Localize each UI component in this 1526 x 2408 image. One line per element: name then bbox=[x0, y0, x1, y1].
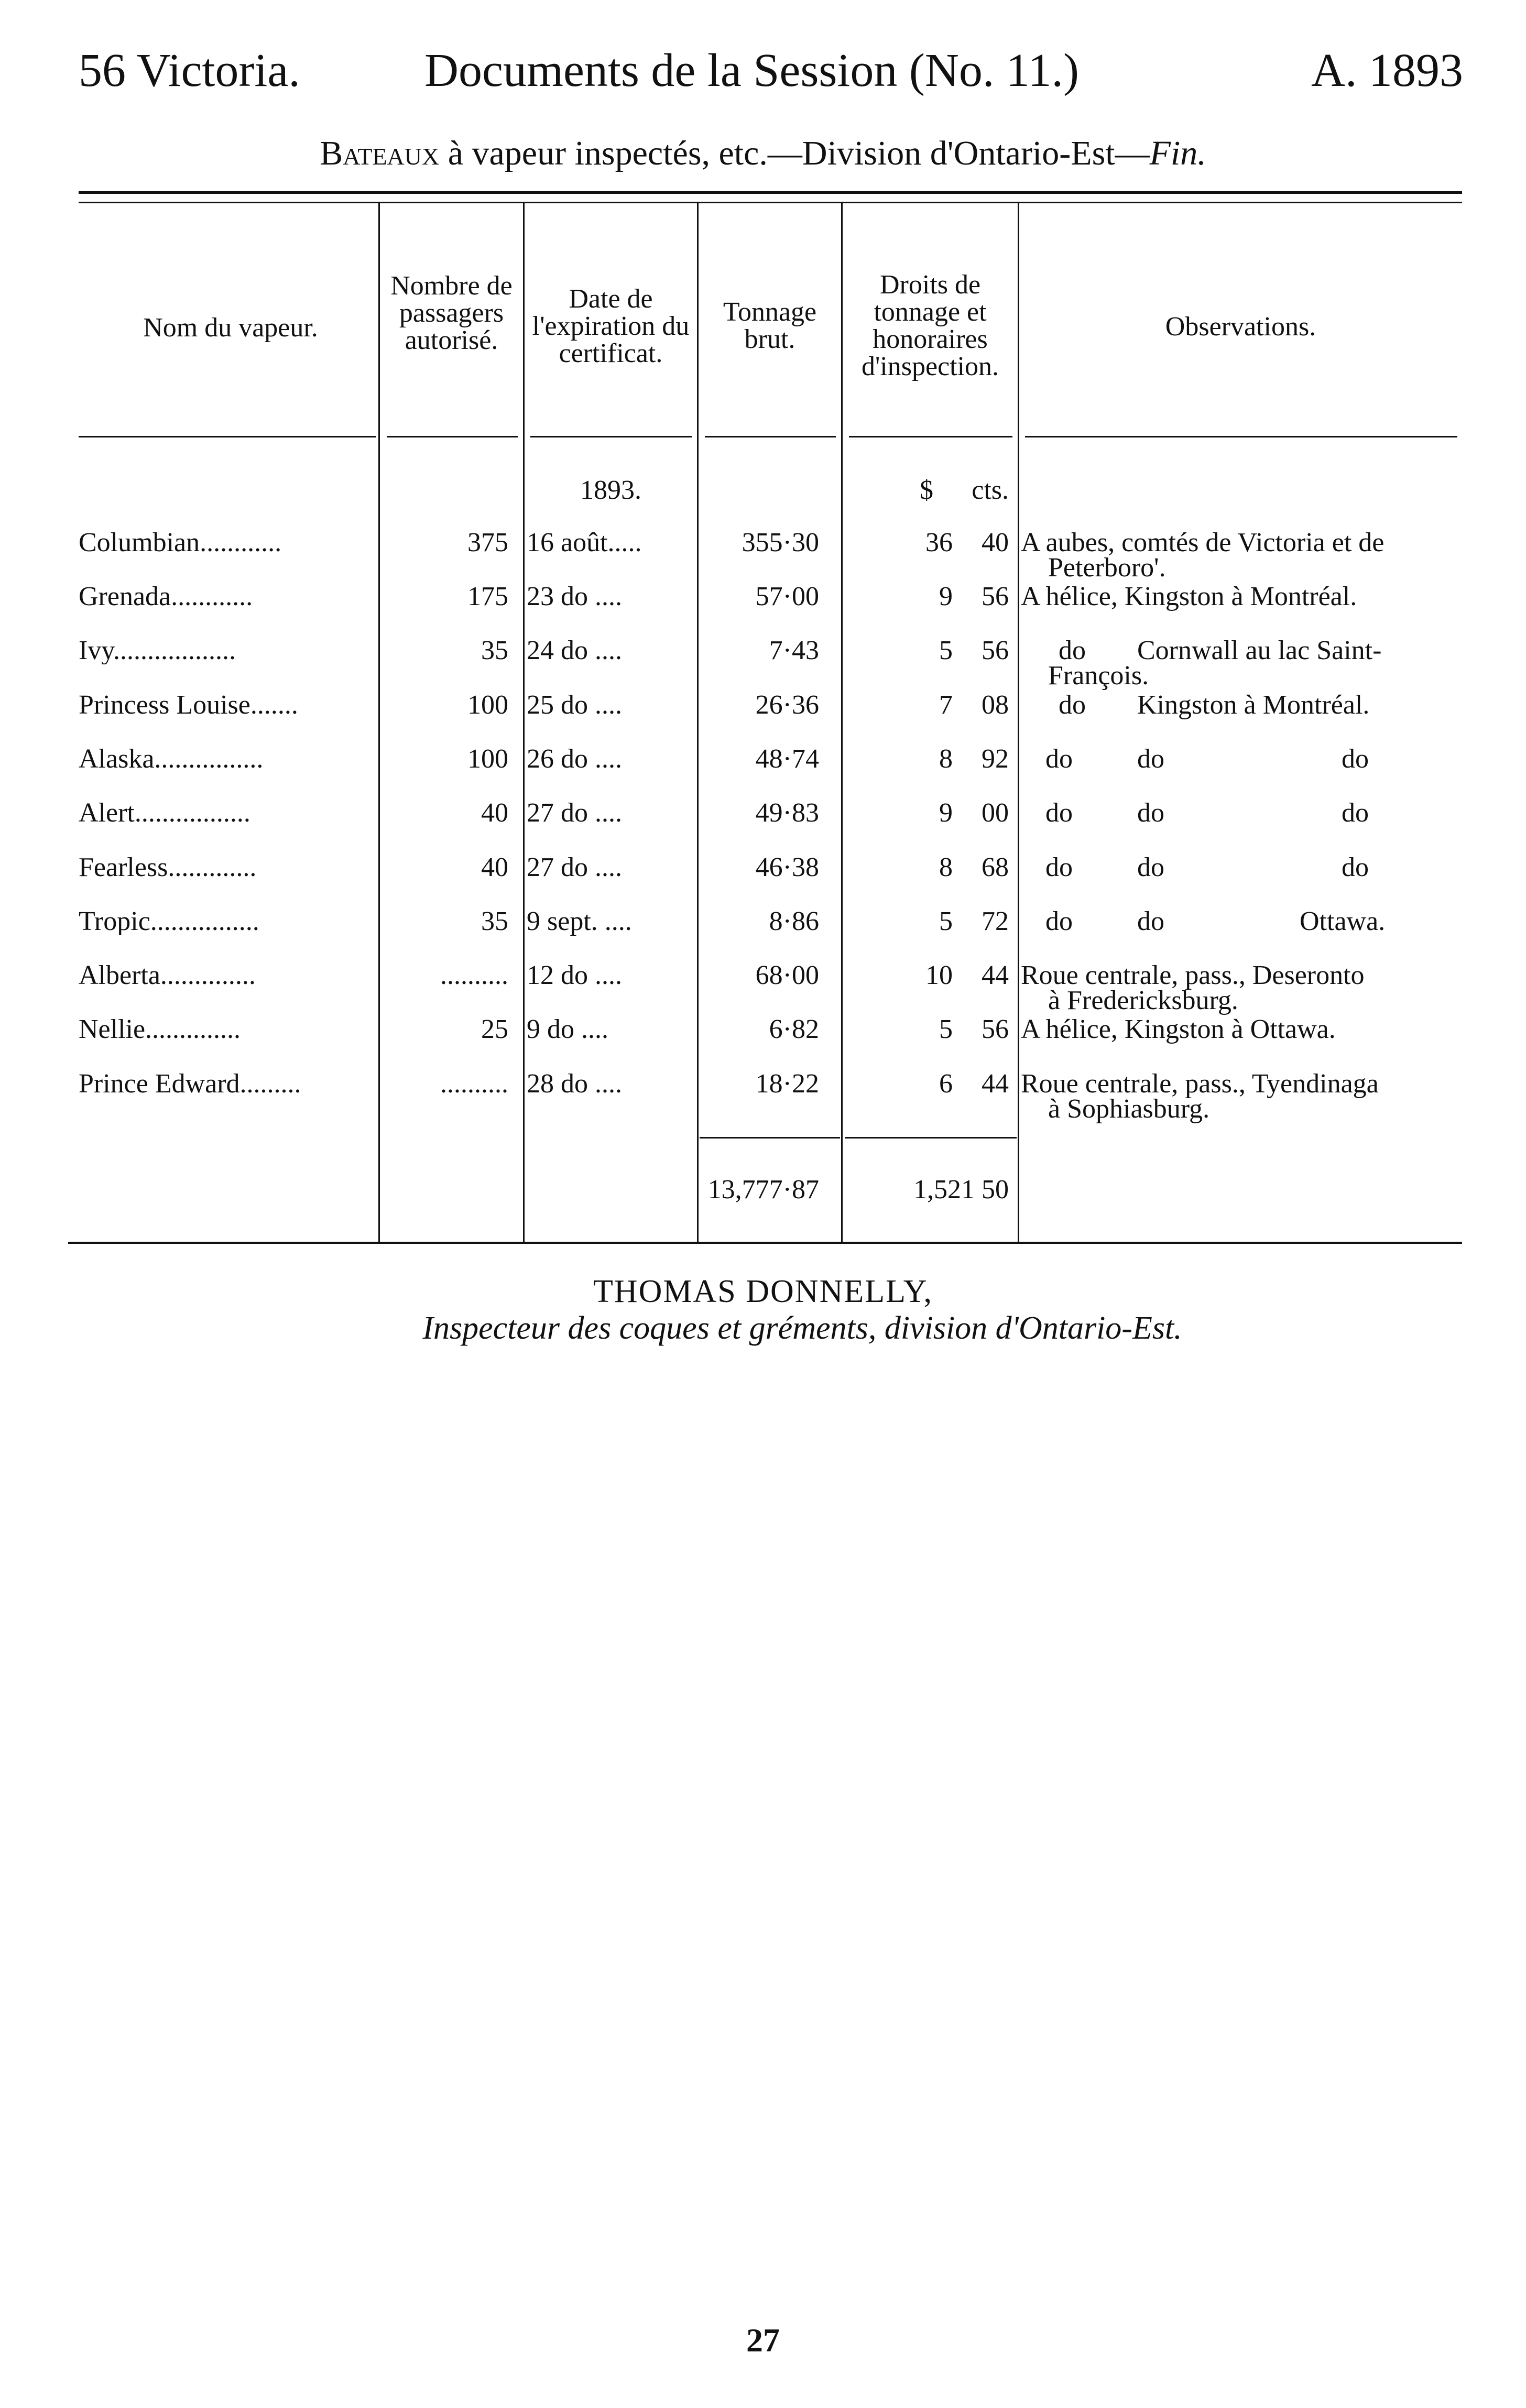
vessel-name: Ivy.................. bbox=[79, 637, 236, 664]
fee-dollars: 7 bbox=[939, 690, 953, 720]
total-tonnage: 13,777·87 bbox=[707, 1175, 819, 1205]
observation-text: Ottawa. bbox=[1300, 906, 1386, 936]
fee-dollars: 10 bbox=[925, 960, 953, 990]
heading-underline bbox=[79, 436, 376, 437]
observation-text: do bbox=[1342, 744, 1369, 774]
expiry-date: 28 do .... bbox=[527, 1069, 622, 1099]
fee-cents: 56 bbox=[982, 636, 1009, 665]
fee-dollars: 5 bbox=[939, 906, 953, 936]
heading-underline bbox=[705, 436, 836, 437]
table-bottom-rule bbox=[68, 1242, 1462, 1244]
passenger-count: 375 bbox=[467, 528, 508, 557]
passenger-count: .......... bbox=[440, 1069, 508, 1099]
fee-cents: 92 bbox=[982, 744, 1009, 774]
expiry-date: 27 do .... bbox=[527, 852, 622, 882]
observation-text: à Sophiasburg. bbox=[1048, 1094, 1210, 1124]
vessel-name: Tropic................ bbox=[79, 908, 259, 935]
expiry-date: 9 do .... bbox=[527, 1014, 608, 1044]
observation-text: Roue centrale, pass., Deseronto bbox=[1021, 960, 1365, 990]
gross-tonnage: 355·30 bbox=[742, 528, 819, 557]
gross-tonnage: 49·83 bbox=[755, 798, 819, 828]
fee-dollars: 8 bbox=[939, 744, 953, 774]
caption-italic: Fin. bbox=[1149, 134, 1206, 172]
gross-tonnage: 57·00 bbox=[755, 582, 819, 611]
fee-cents: 56 bbox=[982, 582, 1009, 611]
caption-smallcaps: Bateaux bbox=[320, 134, 440, 172]
observation-text: do bbox=[1045, 744, 1073, 774]
page-number: 27 bbox=[746, 2322, 780, 2359]
expiry-date: 16 août..... bbox=[527, 528, 642, 557]
vessel-name: Columbian............ bbox=[79, 529, 282, 556]
column-header-fees: Droits de tonnage et honoraires d'inspection. bbox=[861, 270, 999, 381]
expiry-date: 9 sept. .... bbox=[527, 906, 632, 936]
cents-unit: cts. bbox=[972, 475, 1009, 505]
observation-text: do bbox=[1059, 636, 1086, 665]
gross-tonnage: 46·38 bbox=[755, 852, 819, 882]
expiry-date: 25 do .... bbox=[527, 690, 622, 720]
table-top-rule-thick bbox=[79, 191, 1462, 194]
fee-cents: 56 bbox=[982, 1014, 1009, 1044]
fee-cents: 08 bbox=[982, 690, 1009, 720]
fee-dollars: 9 bbox=[939, 582, 953, 611]
fee-cents: 44 bbox=[982, 1069, 1009, 1099]
running-header-right: A. 1893 bbox=[1311, 45, 1463, 96]
heading-underline bbox=[849, 436, 1012, 437]
observation-text: A aubes, comtés de Victoria et de bbox=[1021, 528, 1385, 557]
expiry-date: 26 do .... bbox=[527, 744, 622, 774]
table-top-rule-thin bbox=[79, 202, 1462, 203]
total-rule bbox=[700, 1137, 840, 1139]
observation-text: à Fredericksburg. bbox=[1048, 986, 1238, 1015]
observation-text: do bbox=[1342, 852, 1369, 882]
fee-dollars: 36 bbox=[925, 528, 953, 557]
passenger-count: 100 bbox=[467, 744, 508, 774]
observation-text: do bbox=[1137, 798, 1164, 828]
column-header-tonnage: Tonnage brut. bbox=[723, 297, 817, 354]
vessel-name: Grenada............ bbox=[79, 583, 253, 610]
fee-dollars: 5 bbox=[939, 1014, 953, 1044]
dollar-unit: $ bbox=[920, 475, 933, 505]
column-header-name: Nom du vapeur. bbox=[143, 313, 318, 343]
expiry-date: 12 do .... bbox=[527, 960, 622, 990]
observation-text: Roue centrale, pass., Tyendinaga bbox=[1021, 1069, 1379, 1099]
passenger-count: 35 bbox=[481, 906, 508, 936]
heading-underline bbox=[1025, 436, 1457, 437]
vessel-name: Alaska................ bbox=[79, 746, 264, 773]
running-header-left: 56 Victoria. bbox=[79, 45, 300, 96]
heading-underline bbox=[530, 436, 692, 437]
observation-text: A hélice, Kingston à Ottawa. bbox=[1021, 1014, 1336, 1044]
fee-dollars: 8 bbox=[939, 852, 953, 882]
passenger-count: 40 bbox=[481, 798, 508, 828]
caption-text: à vapeur inspectés, etc.—Division d'Ontario-Est— bbox=[439, 134, 1150, 172]
vessel-name: Alberta.............. bbox=[79, 962, 256, 989]
observation-text: do bbox=[1137, 906, 1164, 936]
expiry-date: 27 do .... bbox=[527, 798, 622, 828]
observation-text: do bbox=[1137, 744, 1164, 774]
fee-cents: 44 bbox=[982, 960, 1009, 990]
observation-text: do bbox=[1137, 852, 1164, 882]
running-header-title: Documents de la Session (No. 11.) bbox=[424, 45, 1079, 96]
gross-tonnage: 18·22 bbox=[755, 1069, 819, 1099]
column-header-expiry: Date de l'expiration du certificat. bbox=[532, 284, 690, 368]
gross-tonnage: 8·86 bbox=[769, 906, 819, 936]
table-caption bbox=[0, 134, 1526, 173]
total-fees: 1,521 50 bbox=[913, 1175, 1009, 1205]
column-header-passengers: Nombre de passagers autorisé. bbox=[390, 271, 513, 355]
fee-cents: 72 bbox=[982, 906, 1009, 936]
passenger-count: 40 bbox=[481, 852, 508, 882]
signature-title: Inspecteur des coques et gréments, division d'Ontario-Est. bbox=[422, 1310, 1182, 1346]
fee-dollars: 5 bbox=[939, 636, 953, 665]
observation-text: do bbox=[1045, 906, 1073, 936]
passenger-count: 35 bbox=[481, 636, 508, 665]
observation-text: do bbox=[1342, 798, 1369, 828]
signature-name: THOMAS DONNELLY, bbox=[593, 1274, 933, 1309]
observation-text: Peterboro'. bbox=[1048, 553, 1166, 583]
expiry-date: 24 do .... bbox=[527, 636, 622, 665]
fee-cents: 40 bbox=[982, 528, 1009, 557]
passenger-count: 175 bbox=[467, 582, 508, 611]
gross-tonnage: 7·43 bbox=[769, 636, 819, 665]
expiry-date: 23 do .... bbox=[527, 582, 622, 611]
gross-tonnage: 26·36 bbox=[755, 690, 819, 720]
fee-cents: 68 bbox=[982, 852, 1009, 882]
observation-text: do bbox=[1059, 690, 1086, 720]
total-rule bbox=[845, 1137, 1017, 1139]
vessel-name: Princess Louise....... bbox=[79, 692, 298, 719]
observation-text: A hélice, Kingston à Montréal. bbox=[1021, 582, 1357, 611]
vessel-name: Alert................. bbox=[79, 800, 250, 827]
observation-text: do bbox=[1045, 852, 1073, 882]
column-header-observations: Observations. bbox=[1165, 312, 1316, 342]
gross-tonnage: 6·82 bbox=[769, 1014, 819, 1044]
vessel-name: Nellie.............. bbox=[79, 1016, 241, 1043]
vessel-name: Fearless............. bbox=[79, 854, 257, 881]
passenger-count: .......... bbox=[440, 960, 508, 990]
heading-underline bbox=[387, 436, 518, 437]
fee-dollars: 9 bbox=[939, 798, 953, 828]
passenger-count: 100 bbox=[467, 690, 508, 720]
vessel-name: Prince Edward......... bbox=[79, 1070, 301, 1098]
year-label: 1893. bbox=[580, 475, 641, 505]
fee-dollars: 6 bbox=[939, 1069, 953, 1099]
gross-tonnage: 68·00 bbox=[755, 960, 819, 990]
fee-cents: 00 bbox=[982, 798, 1009, 828]
observation-text: François. bbox=[1048, 661, 1149, 691]
observation-text: Kingston à Montréal. bbox=[1137, 690, 1370, 720]
column-divider bbox=[1018, 203, 1019, 1242]
passenger-count: 25 bbox=[481, 1014, 508, 1044]
observation-text: Cornwall au lac Saint- bbox=[1137, 636, 1382, 665]
observation-text: do bbox=[1045, 798, 1073, 828]
gross-tonnage: 48·74 bbox=[755, 744, 819, 774]
